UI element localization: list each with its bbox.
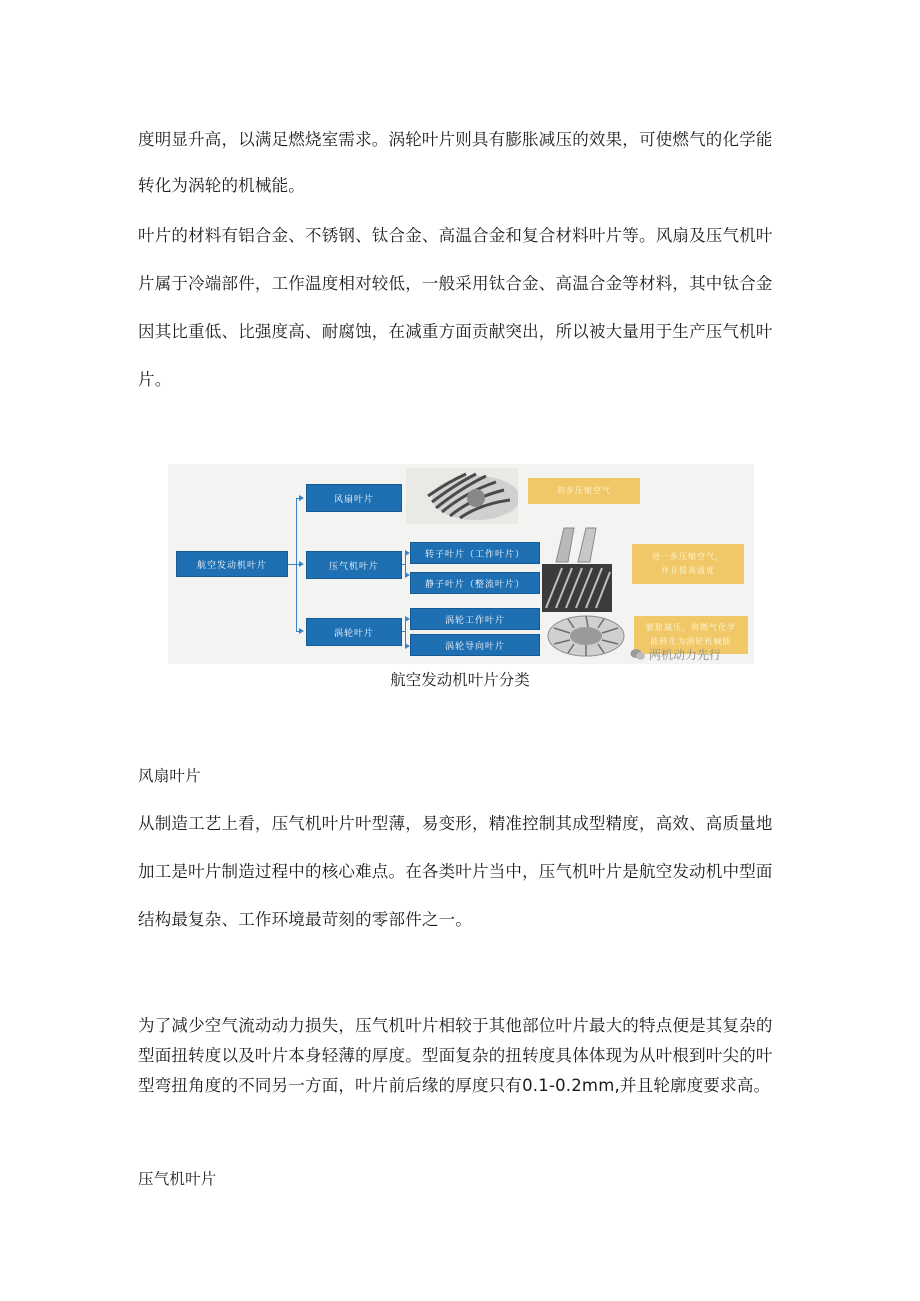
compressor-stage-image [542,564,612,612]
connector [288,564,296,565]
paragraph-line: 叶片的材料有铝合金、不锈钢、钛合金、高温合金和复合材料叶片等。风扇及压气机叶 [138,226,773,245]
paragraph-line: 结构最复杂、工作环境最苛刻的零部件之一。 [138,910,472,929]
turbine-blade-box: 涡轮叶片 [306,618,402,646]
section-heading: 风扇叶片 [138,767,201,785]
fan-note: 初步压缩空气 [528,478,640,504]
turbine-note-line: 膨胀减压，将燃气化学 [646,623,736,632]
watermark [630,646,721,663]
fan-blade-box: 风扇叶片 [306,484,402,512]
turbine-guide-blade-box: 涡轮导向叶片 [410,634,540,656]
blade-classification-figure [168,464,754,664]
paragraph-line: 加工是叶片制造过程中的核心难点。在各类叶片当中，压气机叶片是航空发动机中型面 [138,862,773,881]
stator-blade-box: 静子叶片（整流叶片） [410,572,540,594]
wechat-icon [630,648,646,661]
arrow-icon [299,628,304,634]
figure-caption: 航空发动机叶片分类 [390,671,530,689]
paragraph-line: 型弯扭角度的不同另一方面，叶片前后缘的厚度只有0.1-0.2mm,并且轮廓度要求高。 [138,1076,771,1095]
fan-blade-image [406,468,518,524]
paragraph-line: 片。 [138,370,172,389]
arrow-icon [299,495,304,501]
compressor-note [632,544,744,584]
compressor-blade-box: 压气机叶片 [306,551,402,579]
section-heading: 压气机叶片 [138,1170,217,1188]
paragraph-line: 从制造工艺上看，压气机叶片叶型薄，易变形，精准控制其成型精度，高效、高质量地 [138,814,773,833]
arrow-icon [299,561,304,567]
paragraph-line: 为了减少空气流动动力损失，压气机叶片相较于其他部位叶片最大的特点便是其复杂的 [138,1016,773,1035]
paragraph-line: 度明显升高，以满足燃烧室需求。涡轮叶片则具有膨胀减压的效果，可使燃气的化学能 [138,130,773,149]
paragraph-line: 片属于冷端部件，工作温度相对较低，一般采用钛合金、高温合金等材料，其中钛合金 [138,274,773,293]
turbine-disk-image [544,612,626,660]
turbine-work-blade-box: 涡轮工作叶片 [410,608,540,630]
connector [405,619,406,646]
compressor-note-line: 进一步压缩空气， [652,552,724,561]
root-box: 航空发动机叶片 [176,551,288,577]
compressor-note-line: 并且提高温度 [661,566,715,575]
paragraph-line: 因其比重低、比强度高、耐腐蚀，在减重方面贡献突出，所以被大量用于生产压气机叶 [138,322,773,341]
paragraph-line: 型面扭转度以及叶片本身轻薄的厚度。型面复杂的扭转度具体体现为从叶根到叶尖的叶 [138,1046,773,1065]
rotor-blade-box: 转子叶片（工作叶片） [410,542,540,564]
turbine-note-line: 能转化为涡轮机械能 [650,637,732,646]
watermark-text: 两机动力先行 [649,648,722,662]
paragraph-line: 转化为涡轮的机械能。 [138,176,305,195]
rotor-blade-image [548,524,610,564]
